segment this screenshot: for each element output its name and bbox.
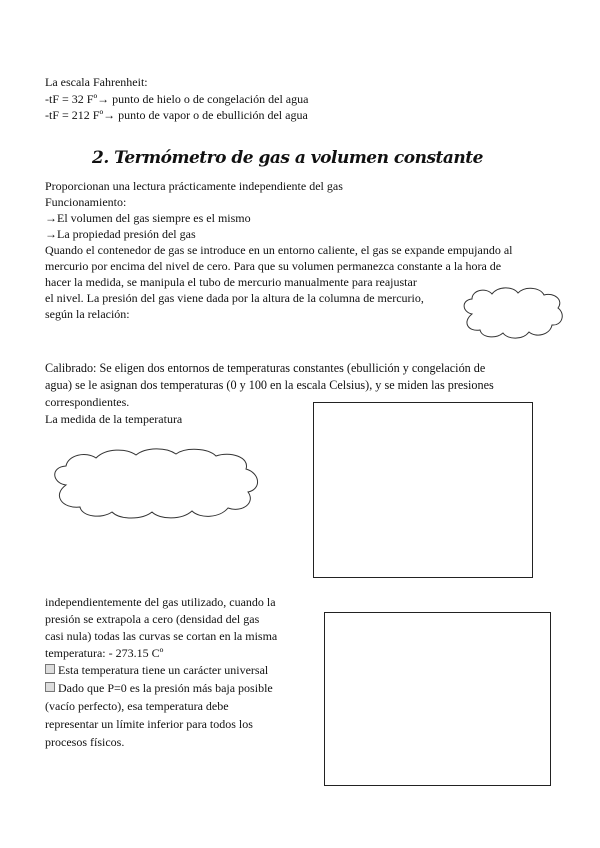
fahrenheit-steam-point: -tF = 212 Fº→ punto de vapor o de ebullición del agua [45,108,308,122]
bottom-line-7: procesos físicos. [45,735,125,749]
bullet-text-1: Esta temperatura tiene un carácter universal [58,663,269,677]
calibrado-line-3: correspondientes. [45,395,130,409]
bullet-item-pressure [45,680,273,696]
cloud-shape-small [458,284,568,342]
paragraph-funcionamiento: Funcionamiento: [45,195,127,209]
paragraph-line-9: según la relación: [45,307,130,321]
checkbox-icon [45,682,55,692]
cloud-shape-large [46,445,268,523]
fahrenheit-title: La escala Fahrenheit: [45,75,148,89]
paragraph-intro: Proporcionan una lectura prácticamente independiente del gas [45,179,343,193]
calibrado-line-2: agua) se le asignan dos temperaturas (0 y 100 en la escala Celsius), y se miden las presiones [45,378,494,392]
calibrado-line-1: Calibrado: Se eligen dos entornos de temperaturas constantes (ebullición y congelación de [45,361,486,375]
bullet-text-2: Dado que P=0 es la presión más baja posible [58,681,273,695]
paragraph-arrow-volume: →El volumen del gas siempre es el mismo [45,211,251,225]
bottom-line-5: (vacío perfecto), esa temperatura debe [45,699,229,713]
checkbox-icon [45,664,55,674]
measure-title: La medida de la temperatura [45,412,183,426]
bottom-line-2: presión se extrapola a cero (densidad del gas [45,612,260,626]
paragraph-arrow-pressure: →La propiedad presión del gas [45,227,196,241]
bottom-line-6: representar un límite inferior para todos los [45,717,253,731]
paragraph-line-7: hacer la medida, se manipula el tubo de mercurio manualmente para reajustar [45,275,417,289]
image-placeholder-box-1 [313,402,533,578]
bottom-line-3: casi nula) todas las curvas se cortan en la misma [45,629,278,643]
paragraph-line-8: el nivel. La presión del gas viene dada por la altura de la columna de mercurio, [45,291,424,305]
bottom-line-4: temperatura: - 273.15 Cº [45,646,164,660]
section-heading: 2. Termómetro de gas a volumen constante [92,148,483,168]
bottom-line-1: independientemente del gas utilizado, cuando la [45,595,276,609]
image-placeholder-box-2 [324,612,551,786]
fahrenheit-ice-point: -tF = 32 Fº→ punto de hielo o de congelación del agua [45,92,309,106]
paragraph-line-6: mercurio por encima del nivel de cero. Para que su volumen permanezca constante a la hora de [45,259,502,273]
bullet-item-universal [45,662,268,678]
paragraph-line-5: Quando el contenedor de gas se introduce en un entorno caliente, el gas se expande empujando al [45,243,513,257]
